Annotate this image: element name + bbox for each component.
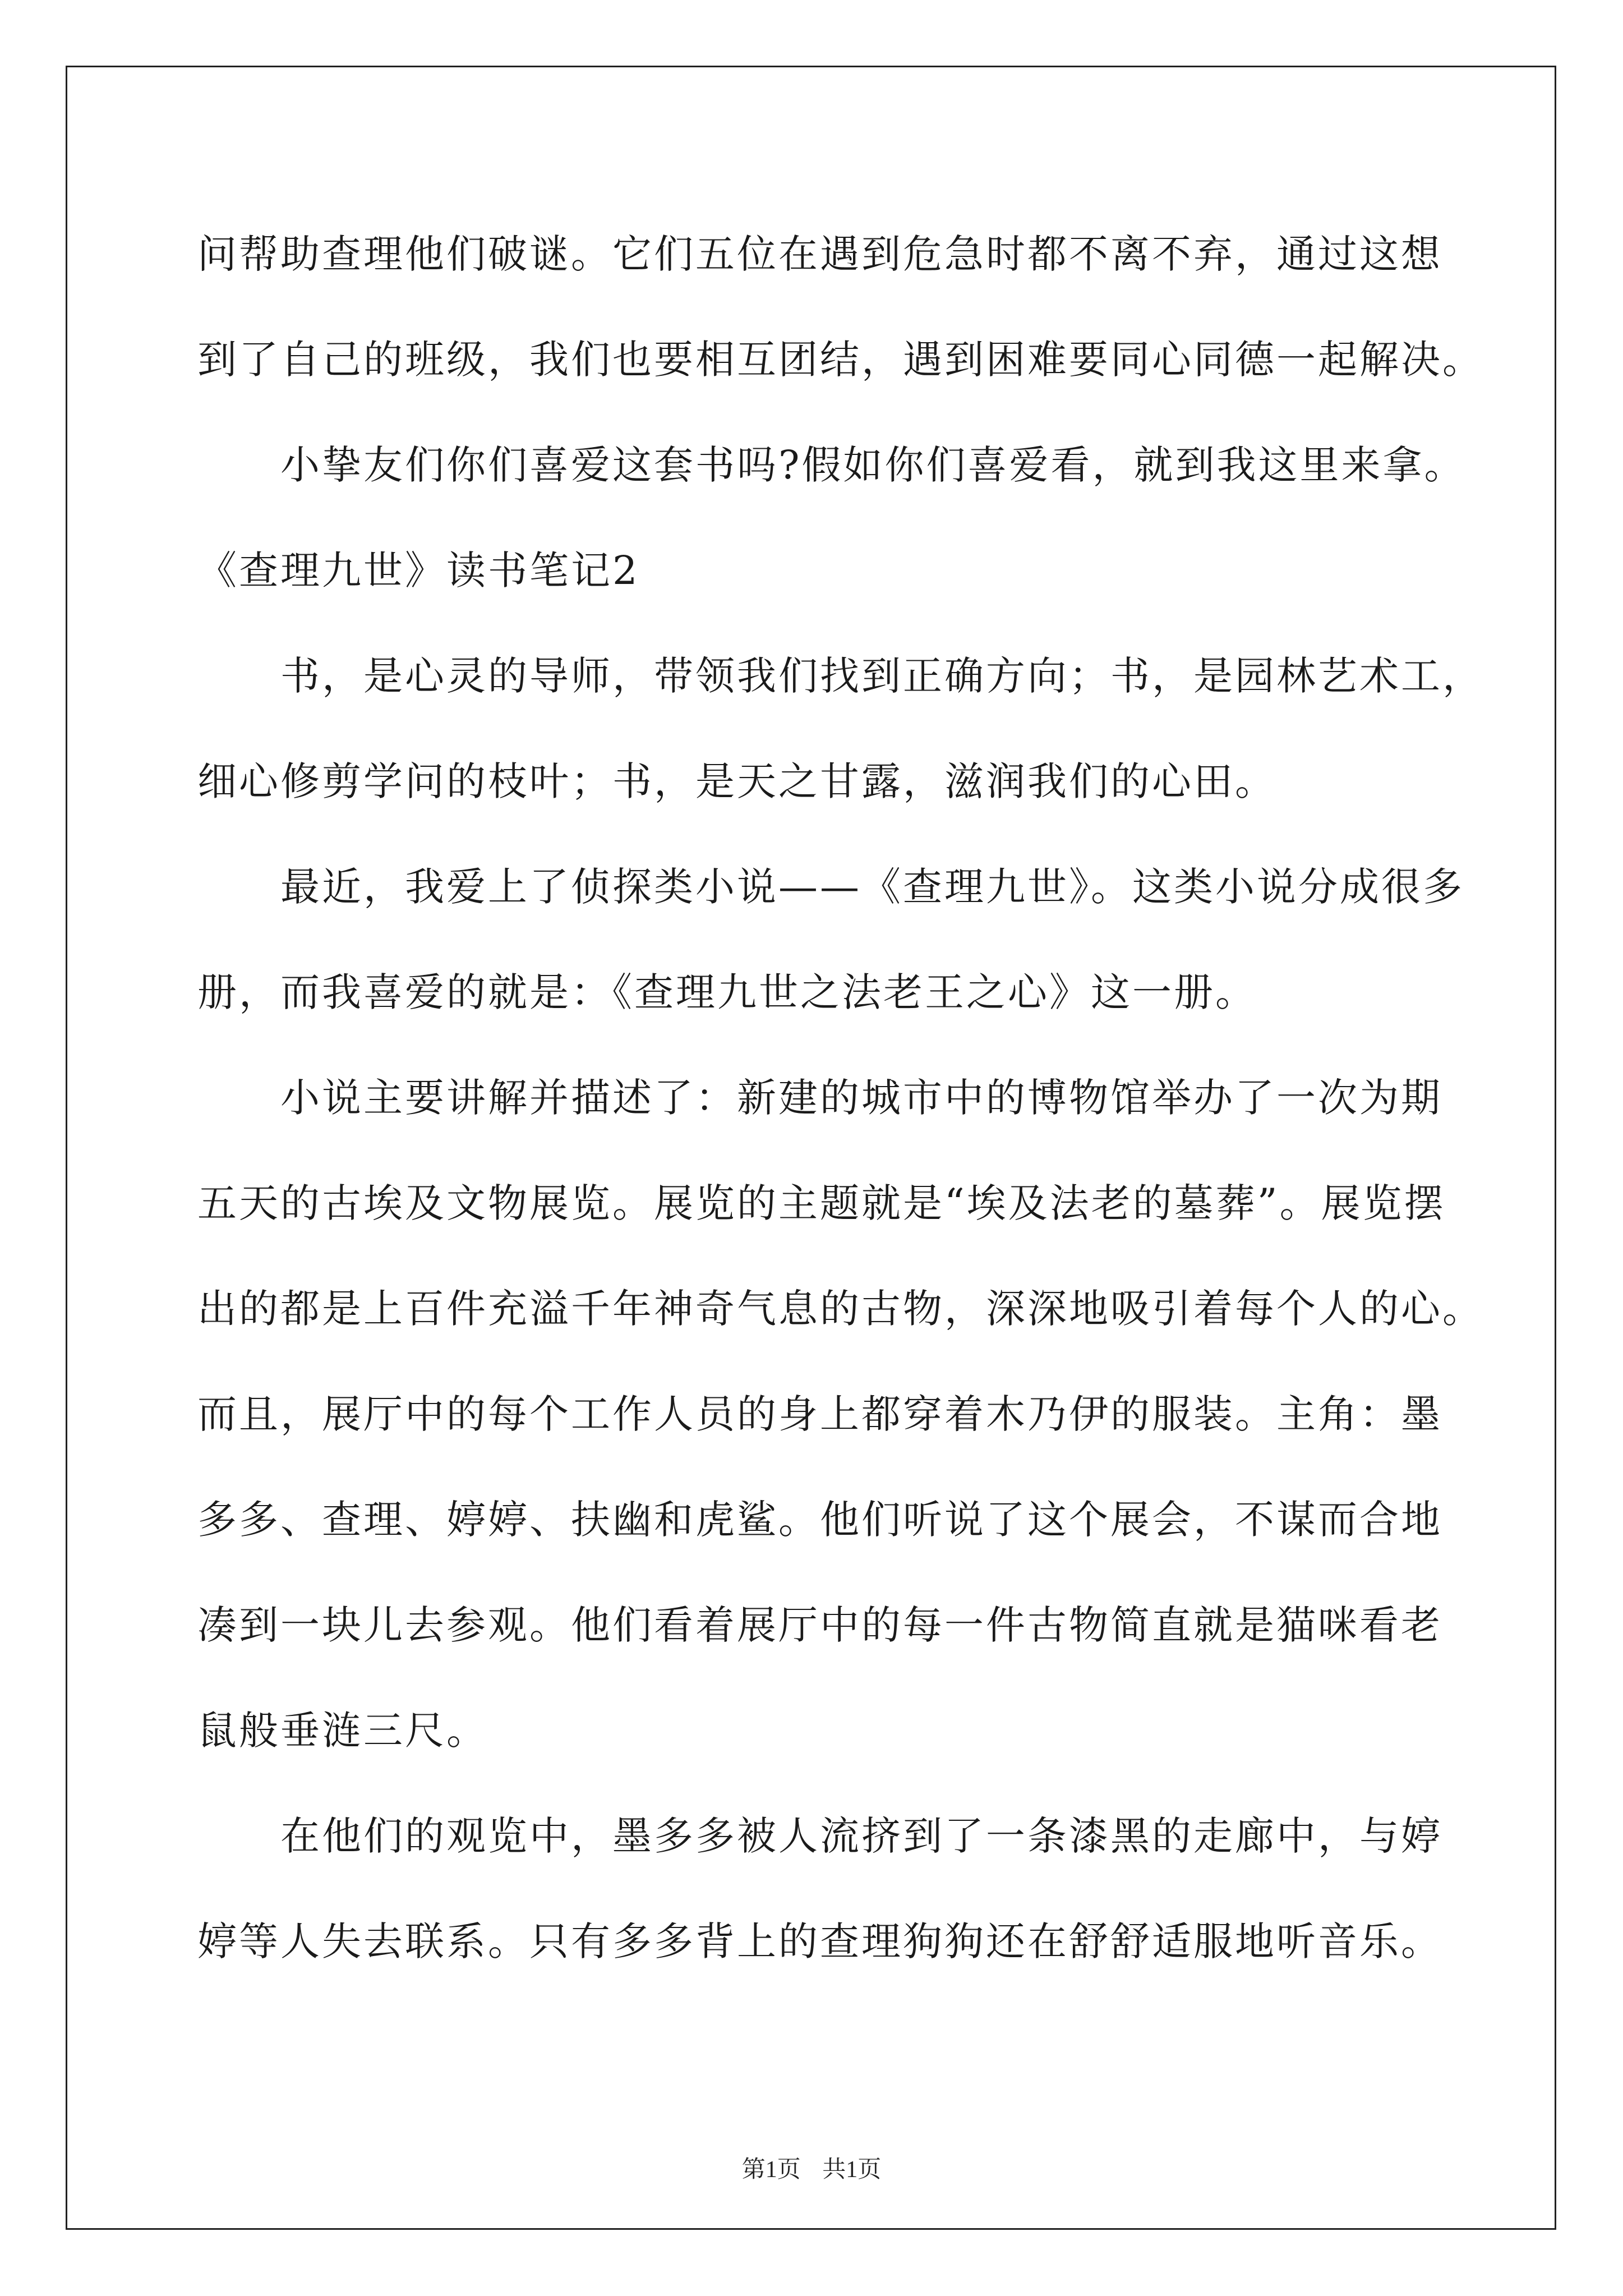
paragraph-line: 到了自己的班级，我们也要相互团结，遇到困难要同心同德一起解决。: [197, 337, 1484, 383]
paragraph-line: 而且，展厅中的每个工作人员的身上都穿着木乃伊的服装。主角：墨: [197, 1391, 1442, 1437]
page-footer: [0, 2151, 1623, 2184]
document-body: [197, 212, 1484, 2005]
paragraph-line: 出的都是上百件充溢千年神奇气息的古物，深深地吸引着每个人的心。: [197, 1286, 1484, 1332]
paragraph-line: 多多、查理、婷婷、扶幽和虎鲨。他们听说了这个展会，不谋而合地: [197, 1497, 1442, 1543]
paragraph-line: 册，而我喜爱的就是：《查理九世之法老王之心》这一册。: [197, 969, 1257, 1015]
paragraph-line: 五天的古埃及文物展览。展览的主题就是“埃及法老的墓葬”。展览摆: [197, 1180, 1446, 1226]
paragraph-line: 凑到一块儿去参观。他们看着展厅中的每一件古物简直就是猫咪看老: [197, 1602, 1442, 1648]
paragraph-line: 细心修剪学问的枝叶；书，是天之甘露，滋润我们的心田。: [197, 758, 1276, 804]
paragraph-line: 小挚友们你们喜爱这套书吗?假如你们喜爱看，就到我这里来拿。: [280, 442, 1466, 488]
paragraph-line: 最近，我爱上了侦探类小说——《查理九世》。这类小说分成很多: [280, 864, 1464, 910]
page-total: 共1页: [822, 2157, 882, 2183]
paragraph-line: 小说主要讲解并描述了：新建的城市中的博物馆举办了一次为期: [280, 1075, 1442, 1121]
page-number: 第1页: [741, 2157, 801, 2183]
paragraph-line: 书，是心灵的导师，带领我们找到正确方向；书，是园林艺术工，: [280, 653, 1484, 699]
paragraph-line: 鼠般垂涟三尺。: [197, 1708, 488, 1754]
paragraph-line: 婷等人失去联系。只有多多背上的查理狗狗还在舒舒适服地听音乐。: [197, 1918, 1442, 1964]
paragraph-line: 问帮助查理他们破谜。它们五位在遇到危急时都不离不弃，通过这想: [197, 231, 1442, 277]
section-heading: 《查理九世》读书笔记2: [197, 547, 640, 593]
paragraph-line: 在他们的观览中，墨多多被人流挤到了一条漆黑的走廊中，与婷: [280, 1813, 1442, 1859]
